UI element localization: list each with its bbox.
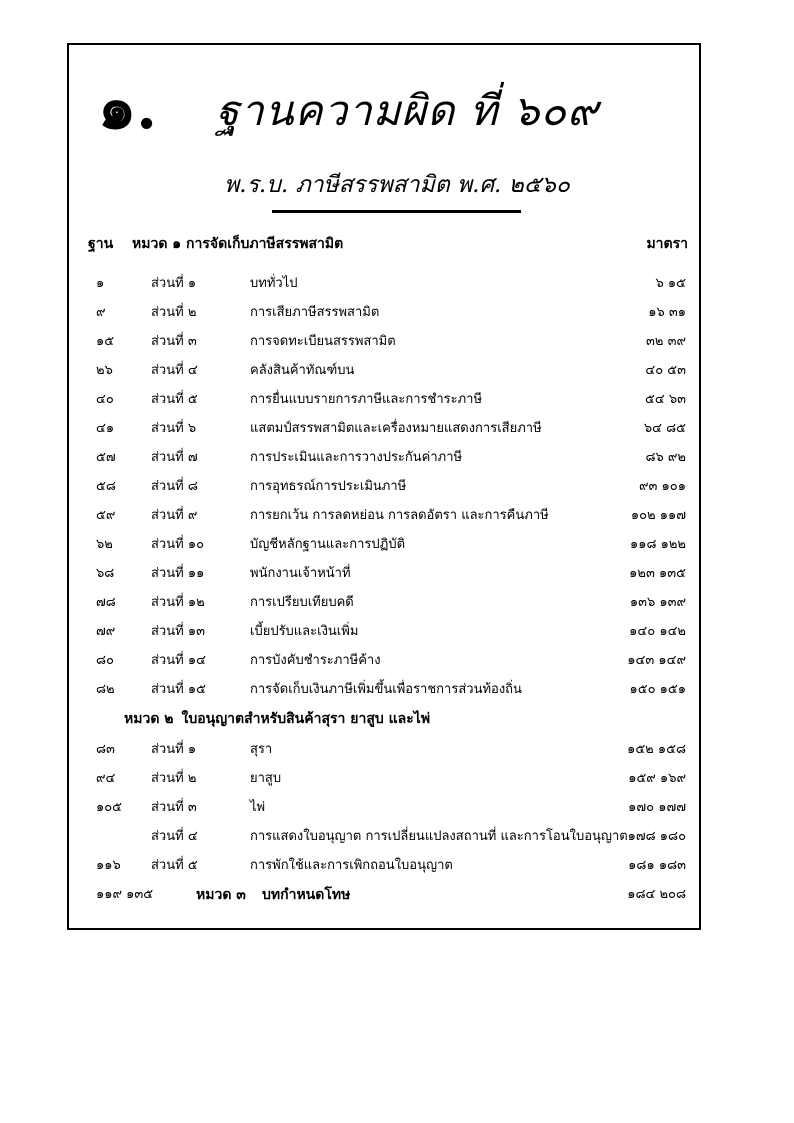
table-row — [0, 651, 794, 671]
row-sections: ๓๒ ๓๙ — [646, 334, 686, 349]
row-sections: ๑๒๓ ๑๓๕ — [629, 566, 686, 581]
table-row — [0, 535, 794, 555]
row-sections: ๑๕๐ ๑๕๑ — [629, 682, 686, 697]
table-row — [0, 827, 794, 847]
row-basis: ๙๔ — [96, 771, 116, 786]
row-sections: ๑๖ ๓๑ — [648, 305, 686, 320]
table-row — [0, 622, 794, 642]
row-part: ส่วนที่ ๑๐ — [151, 537, 205, 552]
row-sections: ๑๗๘ ๑๘๐ — [627, 829, 686, 844]
row-sections: ๑๔๓ ๑๔๙ — [627, 653, 686, 668]
row-part: ส่วนที่ ๓ — [151, 800, 197, 815]
row-title: บททั่วไป — [250, 276, 298, 291]
chapter3-basis: ๑๑๙ ๑๓๕ — [96, 887, 154, 902]
row-title: การยื่นแบบรายการภาษีและการชำระภาษี — [250, 392, 483, 407]
row-part: ส่วนที่ ๒ — [151, 771, 197, 786]
row-part: ส่วนที่ ๑๔ — [151, 653, 206, 668]
row-basis: ๑ — [96, 276, 105, 291]
row-sections: ๑๓๖ ๑๓๙ — [629, 595, 686, 610]
row-title: บัญชีหลักฐานและการปฏิบัติ — [250, 537, 406, 552]
row-title: ไพ่ — [250, 800, 266, 815]
row-basis: ๘๒ — [96, 682, 115, 697]
header-section: มาตรา — [646, 236, 688, 252]
table-row — [0, 680, 794, 700]
row-title: การเปรียบเทียบคดี — [250, 595, 354, 610]
chapter3-row — [0, 885, 794, 905]
row-title: แสตมป์สรรพสามิตและเครื่องหมายแสดงการเสียภาษี — [250, 421, 542, 436]
chapter3-sections: ๑๘๔ ๒๐๘ — [627, 887, 686, 902]
header-basis: ฐาน — [88, 236, 114, 252]
row-basis: ๗๘ — [96, 595, 116, 610]
row-title: การยกเว้น การลดหย่อน การลดอัตรา และการคืนภาษี — [250, 508, 549, 523]
row-basis: ๕๗ — [96, 450, 116, 465]
header-chapter: หมวด ๑ การจัดเก็บภาษีสรรพสามิต — [132, 236, 344, 252]
row-part: ส่วนที่ ๓ — [151, 334, 197, 349]
table-row — [0, 856, 794, 876]
chapter3-label: หมวด ๓ — [196, 887, 246, 903]
row-sections: ๑๑๘ ๑๒๒ — [629, 537, 686, 552]
chapter2-label: หมวด ๒ — [124, 711, 174, 727]
row-title: การจดทะเบียนสรรพสามิต — [250, 334, 396, 349]
row-basis: ๙ — [96, 305, 106, 320]
row-part: ส่วนที่ ๒ — [151, 305, 197, 320]
act-subtitle: พ.ร.บ. ภาษีสรรพสามิต พ.ศ. ๒๕๖๐ — [224, 172, 570, 198]
row-title: พนักงานเจ้าหน้าที่ — [250, 566, 351, 581]
row-basis: ๑๕ — [96, 334, 115, 349]
row-title: การประเมินและการวางประกันค่าภาษี — [250, 450, 463, 465]
table-row — [0, 477, 794, 497]
table-row — [0, 798, 794, 818]
row-sections: ๖ ๑๕ — [655, 276, 686, 291]
table-header — [88, 234, 688, 254]
row-basis: ๖๘ — [96, 566, 115, 581]
table-row — [0, 564, 794, 584]
table-row — [0, 769, 794, 789]
row-part: ส่วนที่ ๑๑ — [151, 566, 205, 581]
row-sections: ๘๖ ๙๒ — [645, 450, 686, 465]
row-part: ส่วนที่ ๕ — [151, 392, 198, 407]
row-sections: ๕๔ ๖๓ — [645, 392, 686, 407]
row-basis: ๗๙ — [96, 624, 116, 639]
chapter2-heading — [124, 709, 438, 729]
row-basis: ๔๐ — [96, 392, 114, 407]
row-basis: ๒๖ — [96, 363, 113, 378]
row-title: การพักใช้และการเพิกถอนใบอนุญาต — [250, 858, 453, 873]
row-sections: ๑๔๐ ๑๔๒ — [629, 624, 686, 639]
row-part: ส่วนที่ ๑๓ — [151, 624, 205, 639]
row-title: การอุทธรณ์การประเมินภาษี — [250, 479, 407, 494]
row-sections: ๑๕๙ ๑๖๙ — [628, 771, 686, 786]
row-part: ส่วนที่ ๘ — [151, 479, 198, 494]
table-row — [0, 332, 794, 352]
row-title: การเสียภาษีสรรพสามิต — [250, 305, 380, 320]
row-part: ส่วนที่ ๔ — [151, 829, 198, 844]
row-basis: ๕๘ — [96, 479, 116, 494]
row-part: ส่วนที่ ๕ — [151, 858, 198, 873]
row-sections: ๔๐ ๕๓ — [645, 363, 686, 378]
row-part: ส่วนที่ ๙ — [151, 508, 198, 523]
row-title: การบังคับชำระภาษีค้าง — [250, 653, 381, 668]
heading-title: ฐานความผิด ที่ ๖๐๙ — [216, 86, 599, 135]
heading-number: ๑. — [98, 73, 157, 143]
table-row — [0, 593, 794, 613]
row-sections: ๑๘๑ ๑๘๓ — [628, 858, 686, 873]
row-title: คลังสินค้าทัณฑ์บน — [250, 363, 355, 378]
row-sections: ๖๔ ๘๕ — [643, 421, 686, 436]
chapter2-title: ใบอนุญาตสำหรับสินค้าสุรา ยาสูบ และไพ่ — [181, 711, 431, 727]
title-underline — [272, 210, 521, 213]
row-title: สุรา — [250, 742, 273, 757]
table-row — [0, 448, 794, 468]
row-part: ส่วนที่ ๔ — [151, 363, 198, 378]
row-sections: ๑๐๒ ๑๑๗ — [630, 508, 686, 523]
row-title: เบี้ยปรับและเงินเพิ่ม — [250, 624, 359, 639]
table-row — [0, 506, 794, 526]
table-row — [0, 361, 794, 381]
row-basis: ๕๙ — [96, 508, 116, 523]
row-sections: ๑๕๒ ๑๕๘ — [627, 742, 686, 757]
table-row — [0, 274, 794, 294]
row-part: ส่วนที่ ๑๕ — [151, 682, 206, 697]
row-part: ส่วนที่ ๗ — [151, 450, 198, 465]
row-part: ส่วนที่ ๖ — [151, 421, 197, 436]
row-title: ยาสูบ — [250, 771, 282, 786]
row-part: ส่วนที่ ๑ — [151, 276, 197, 291]
row-title: การจัดเก็บเงินภาษีเพิ่มขึ้นเพื่อราชการส่วนท้องถิ่น — [250, 682, 522, 697]
row-basis: ๘๓ — [96, 742, 115, 757]
chapter3-title: บทกำหนดโทษ — [262, 887, 351, 903]
row-basis: ๔๑ — [96, 421, 115, 436]
row-sections: ๑๗๐ ๑๗๗ — [628, 800, 686, 815]
heading — [98, 72, 698, 152]
row-part: ส่วนที่ ๑๒ — [151, 595, 205, 610]
row-basis: ๖๒ — [96, 537, 113, 552]
row-title: การแสดงใบอนุญาต การเปลี่ยนแปลงสถานที่ และการโอนใบอนุญาต — [250, 829, 628, 844]
row-basis: ๑๐๕ — [96, 800, 123, 815]
row-part: ส่วนที่ ๑ — [151, 742, 197, 757]
table-row — [0, 390, 794, 410]
row-basis: ๑๑๖ — [96, 858, 121, 873]
row-sections: ๙๓ ๑๐๑ — [639, 479, 686, 494]
table-row — [0, 419, 794, 439]
table-row — [0, 740, 794, 760]
table-row — [0, 303, 794, 323]
row-basis: ๘๐ — [96, 653, 114, 668]
